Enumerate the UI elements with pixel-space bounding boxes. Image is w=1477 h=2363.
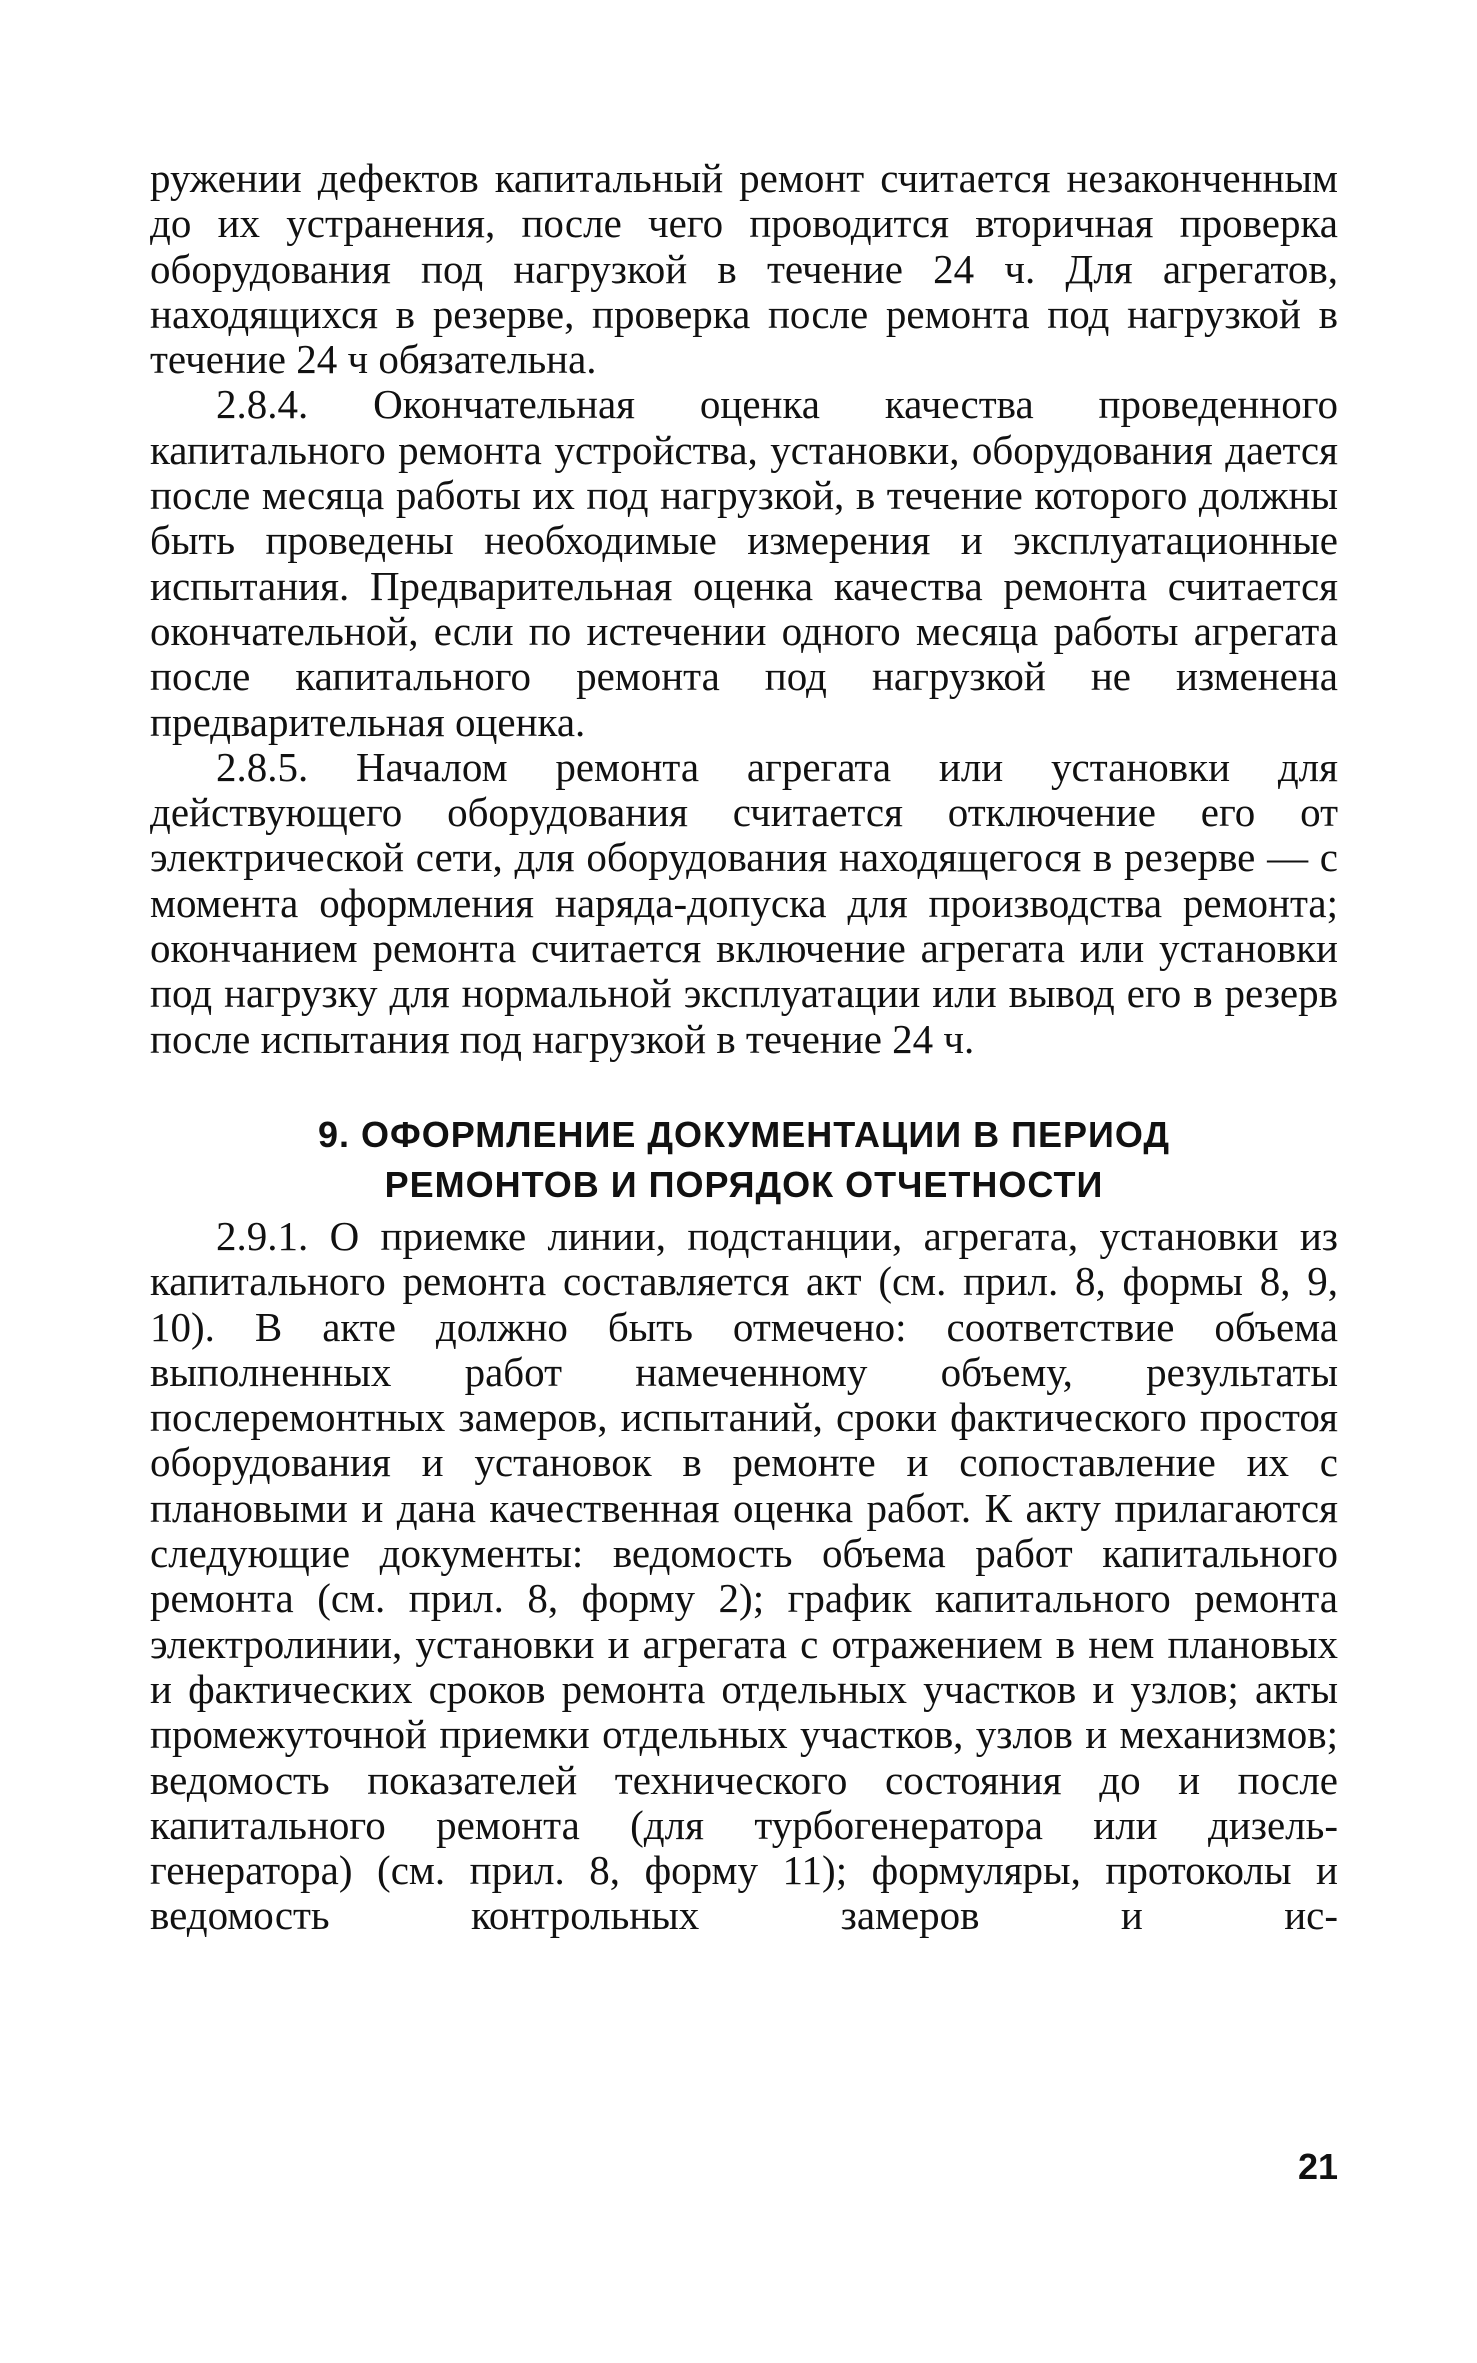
paragraph-2-8-4: 2.8.4. Окончательная оценка качества проведенного капитального ремонта устройства, установки, оборудования дается после месяца работы их под нагрузкой, в течение которого должны быть проведены необходимые измерения и эксплуатационные испытания. Предварительная оценка качества ремонта считается окончательной, если по истечении одного месяца работы агрегата после капитального ремонта под нагрузкой не изменена предварительная оценка. [150,381,1338,745]
section-heading-line-2: РЕМОНТОВ И ПОРЯДОК ОТЧЕТНОСТИ [384,1163,1104,1205]
paragraph-2-8-5: 2.8.5. Началом ремонта агрегата или установки для действующего оборудования считается отключение его от электрической сети, для оборудования находящегося в резерве — с момента оформления наряда-допуска для производства ремонта; окончанием ремонта считается включение агрегата или установки под нагрузку для нормальной эксплуатации или вывод его в резерв после испытания под нагрузкой в течение 24 ч. [150,743,1338,1062]
paragraph-continuation: ружении дефектов капитальный ремонт считается незаконченным до их устранения, после чего проводится вторичная проверка оборудования под нагрузкой в течение 24 ч. Для агрегатов, находящихся в резерве, проверка после ремонта под нагрузкой в течение 24 ч обязательна. [150,155,1338,383]
page-body [150,156,1338,1939]
section-heading-line-1: 9. ОФОРМЛЕНИЕ ДОКУМЕНТАЦИИ В ПЕРИОД [317,1113,1171,1155]
page-number: 21 [1297,2146,1338,2187]
paragraph-2-9-1: 2.9.1. О приемке линии, подстанции, агрегата, установки из капитального ремонта составляется акт (см. прил. 8, формы 8, 9, 10). В акте должно быть отмечено: соответствие объема выполненных работ намеченному объему, результаты послеремонтных замеров, испытаний, сроки фактического простоя оборудования и установок в ремонте и сопоставление их с плановыми и дана качественная оценка работ. К акту прилагаются следующие документы: ведомость объема работ капитального ремонта (см. прил. 8, форму 2); график капитального ремонта электролинии, установки и агрегата с отражением в нем плановых и фактических сроков ремонта отдельных участков и узлов; акты промежуточной приемки отдельных участков, узлов и механизмов; ведомость показателей технического состояния до и после капитального ремонта (для турбогенератора или дизель-генератора) (см. прил. 8, форму 11); формуляры, протоколы и ведомость контрольных замеров и ис- [150,1212,1338,1939]
section-heading [150,1110,1338,1210]
